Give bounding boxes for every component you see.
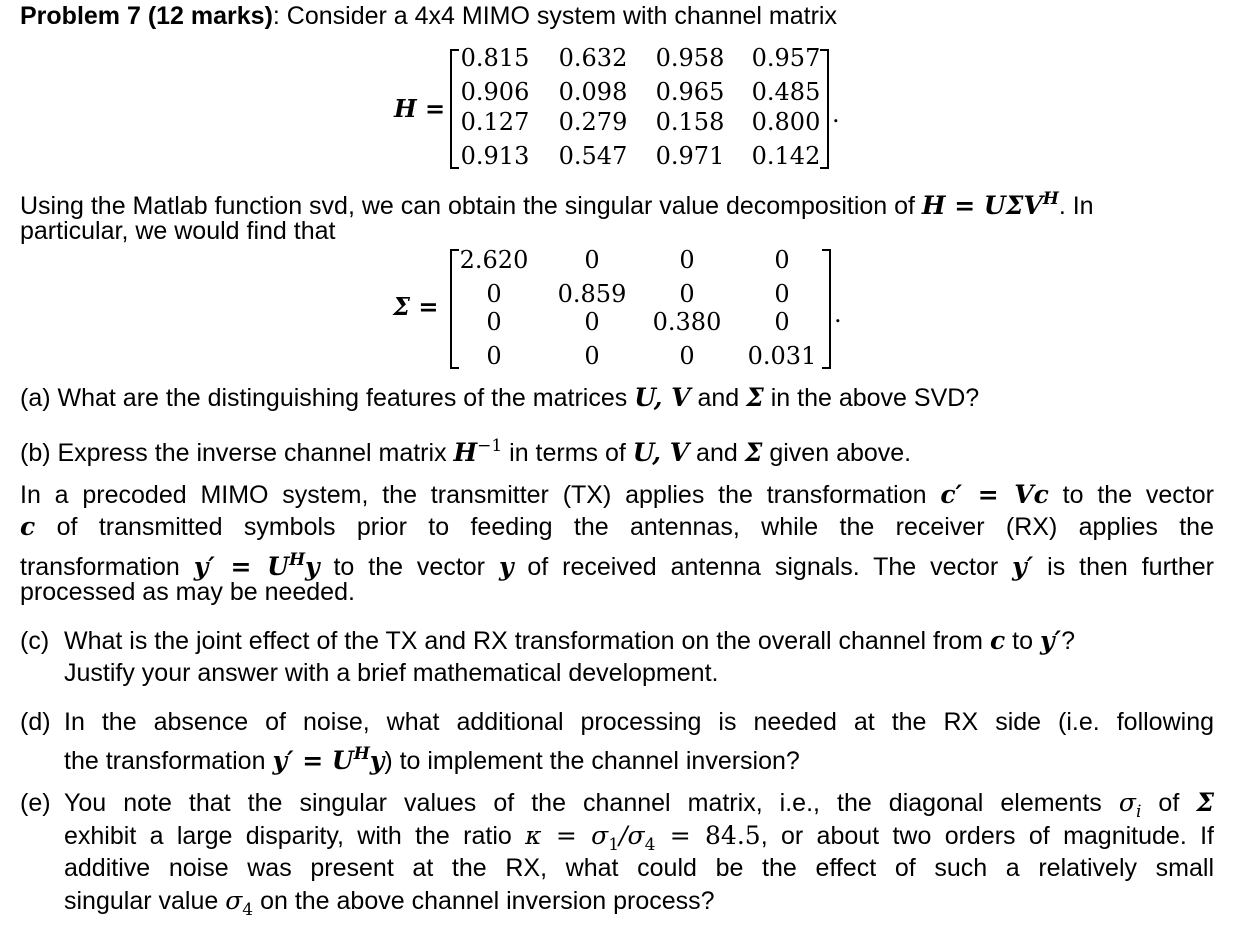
- h-matrix-cell: 0.547: [558, 142, 628, 170]
- qc-math-c: c: [989, 626, 1006, 655]
- qd-text: the transformation: [64, 747, 273, 775]
- h-matrix-period: .: [832, 100, 840, 128]
- pre-l2-text: of transmitted symbols prior to feeding the antennas, while the receiver (RX) applies the: [35, 513, 1214, 541]
- question-c-line-2: Justify your answer with a brief mathematical development.: [64, 659, 719, 687]
- pre-l2-math: c: [20, 512, 36, 541]
- problem-header: [20, 0, 837, 32]
- qa-text: (a) What are the distinguishing features of the matrices: [20, 384, 635, 412]
- qb-text: (b) Express the inverse channel matrix: [20, 439, 454, 467]
- qd-math: y′ = U: [272, 746, 354, 775]
- qe-l4-text: singular value: [64, 887, 226, 915]
- svd-formula: H = UΣV: [921, 191, 1043, 220]
- problem-intro: : Consider a 4x4 MIMO system with channel matrix: [272, 2, 837, 30]
- qc-text: What is the joint effect of the TX and RX transformation on the overall channel from: [64, 627, 990, 655]
- pre-l3-sup: H: [288, 550, 306, 570]
- qe-l4-sigma: σ: [225, 886, 243, 915]
- qd-math2: y: [369, 746, 385, 775]
- pre-l3-math2: y: [305, 552, 320, 581]
- sigma-matrix-label: Σ =: [393, 292, 439, 321]
- sigma-matrix-cell: 0: [774, 308, 790, 336]
- qe-l2-sub1: 1: [608, 835, 620, 855]
- qe-l2-kappa: κ = σ: [525, 821, 609, 850]
- sigma-matrix-cell: 0.859: [557, 280, 627, 308]
- sigma-matrix-cell: 0: [774, 246, 790, 274]
- qe-l1-sigma: σ: [1118, 788, 1136, 817]
- qb-math-sigma: Σ: [744, 438, 763, 467]
- qd-label: (d): [20, 708, 51, 736]
- h-matrix-cell: 0.800: [751, 108, 821, 136]
- pre-l3-d: is then further: [1033, 553, 1214, 581]
- h-matrix-cell: 0.142: [751, 142, 821, 170]
- svd-formula-sup: H: [1042, 189, 1059, 209]
- pre-l3-a: transformation: [20, 553, 194, 581]
- h-matrix-cell: 0.158: [655, 108, 725, 136]
- qa-and: and: [690, 384, 747, 412]
- sigma-matrix-cell: 0: [486, 308, 502, 336]
- qe-l2-sigma4: /σ: [619, 821, 645, 850]
- qd-end: ) to implement the channel inversion?: [384, 747, 800, 775]
- sigma-matrix-cell: 0: [774, 280, 790, 308]
- svd-text-a: Using the Matlab function svd, we can obtain the singular value decomposition of: [20, 192, 922, 220]
- qe-l2-end: , or about two orders of magnitude. If: [760, 822, 1215, 850]
- question-d-line-1: In the absence of noise, what additional processing is needed at the RX side (i.e. following: [64, 708, 1214, 736]
- qe-l1-Sigma: Σ: [1196, 788, 1214, 817]
- h-right-bracket: [818, 48, 832, 170]
- qb-math-uv: U, V: [632, 438, 690, 467]
- sigma-matrix-cell: 0: [584, 308, 600, 336]
- question-b: [20, 430, 911, 469]
- qe-label: (e): [20, 789, 51, 817]
- sigma-matrix-cell: 0: [486, 280, 502, 308]
- precoded-line-4: processed as may be needed.: [20, 578, 355, 606]
- qb-end: given above.: [762, 439, 912, 467]
- h-matrix-cell: 0.913: [460, 142, 530, 170]
- qe-l4-end: on the above channel inversion process?: [253, 887, 715, 915]
- svd-text-c: . In: [1058, 192, 1094, 220]
- pre-l3-math4: y′: [1012, 552, 1034, 581]
- h-matrix-cell: 0.965: [655, 78, 725, 106]
- question-c-line-1: [64, 625, 1075, 657]
- question-e-line-3: additive noise was present at the RX, what could be the effect of such a relatively small: [64, 854, 1214, 882]
- qe-l2-text: exhibit a large disparity, with the ratio: [64, 822, 526, 850]
- h-matrix-cell: 0.958: [655, 44, 725, 72]
- svd-line-2: particular, we would find that: [20, 217, 336, 245]
- qb-and: and: [689, 439, 745, 467]
- pre-l3-math3: y: [498, 552, 514, 581]
- qa-math-sigma: Σ: [746, 383, 764, 412]
- problem-title: Problem 7 (12 marks): [20, 2, 273, 30]
- sigma-matrix-cell: 0: [486, 342, 502, 370]
- qe-l4-sub: 4: [242, 900, 254, 920]
- pre-l1-math: c′ = Vc: [940, 480, 1049, 509]
- h-matrix-cell: 0.971: [655, 142, 725, 170]
- question-d-line-2: [64, 738, 800, 777]
- sigma-matrix-cell: 0: [679, 342, 695, 370]
- qe-l1-of: of: [1141, 789, 1197, 817]
- h-matrix-cell: 0.632: [558, 44, 628, 72]
- sigma-matrix-period: .: [834, 300, 842, 328]
- pre-l3-c: of received antenna signals. The vector: [513, 553, 1013, 581]
- qe-l1-text: You note that the singular values of the channel matrix, i.e., the diagonal elements: [64, 789, 1119, 817]
- qc-end: ?: [1061, 627, 1075, 655]
- qc-math-y: y′: [1039, 626, 1062, 655]
- h-matrix-cell: 0.098: [558, 78, 628, 106]
- pre-l3-b: to the vector: [319, 553, 499, 581]
- h-matrix-cell: 0.906: [460, 78, 530, 106]
- sigma-right-bracket: [820, 248, 834, 370]
- sigma-matrix-cell: 0.380: [652, 308, 722, 336]
- qe-l2-sub2: 4: [644, 835, 656, 855]
- question-a: [20, 382, 979, 414]
- h-matrix-cell: 0.279: [558, 108, 628, 136]
- qc-to: to: [1005, 627, 1040, 655]
- precoded-line-2: [20, 511, 1214, 543]
- sigma-matrix-cell: 0.031: [747, 342, 817, 370]
- sigma-matrix-cell: 0: [679, 280, 695, 308]
- question-e-line-4: [64, 885, 715, 926]
- qa-math-uv: U, V: [634, 383, 691, 412]
- sigma-matrix: [450, 246, 835, 376]
- pre-l1-end: to the vector: [1048, 481, 1214, 509]
- h-matrix-cell: 0.485: [751, 78, 821, 106]
- sigma-matrix-cell: 0: [584, 246, 600, 274]
- qb-math-sup: −1: [477, 436, 503, 456]
- h-matrix-cell: 0.815: [460, 44, 530, 72]
- h-matrix: [450, 44, 830, 174]
- qc-label: (c): [20, 627, 50, 655]
- h-matrix-cell: 0.957: [751, 44, 821, 72]
- sigma-matrix-cell: 2.620: [459, 246, 529, 274]
- qb-mid: in terms of: [502, 439, 633, 467]
- qe-l1-sub: i: [1135, 802, 1142, 822]
- h-matrix-cell: 0.127: [460, 108, 530, 136]
- sigma-matrix-cell: 0: [584, 342, 600, 370]
- precoded-line-1: [20, 479, 1214, 511]
- qd-sup: H: [353, 744, 370, 764]
- qa-end: in the above SVD?: [763, 384, 980, 412]
- h-matrix-label: H =: [394, 94, 446, 123]
- pre-l3-math: y′ = U: [193, 552, 289, 581]
- qe-l2-value: = 84.5: [655, 821, 761, 850]
- qb-math-h: H: [453, 438, 478, 467]
- pre-l1-text: In a precoded MIMO system, the transmitter (TX) applies the transformation: [20, 481, 941, 509]
- sigma-matrix-cell: 0: [679, 246, 695, 274]
